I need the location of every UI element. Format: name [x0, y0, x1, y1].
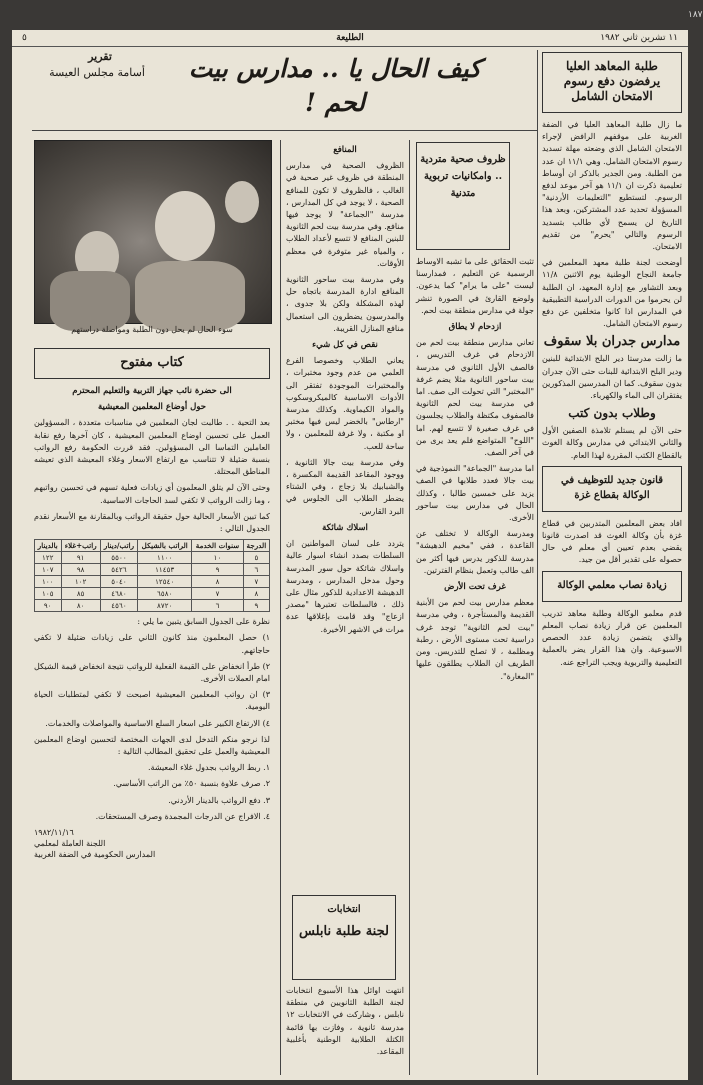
paper-name: الطليعة — [336, 33, 364, 43]
column-rule — [537, 50, 538, 1075]
middle-column — [416, 256, 534, 1076]
table-header-cell: الراتب بالشيكل — [138, 540, 192, 552]
quota-text: قدم معلمو الوكالة وطلبة معاهد تدريب المعلمين عن قرار زيادة نصاب المعلم والذي يتضمن زيادة عدد الحصص الاسبوعية. وان هذا القرار يضر بالعملية التعليمية والتربوية ويجب التراجع عنه. — [542, 608, 682, 667]
table-row — [35, 600, 270, 612]
elections-text: انتهت اوائل هذا الأسبوع انتخابات لجنة الطلبة الثانويين في منطقة نابلس ، وشاركت في الانتخابات ١٢ مدرسة ثانوية ، وفازت بها قائمة الكتلة الطلابية الوطنية بأغلبية المقاعد. — [286, 986, 404, 1057]
letter-addressee: الى حضرة نائب جهاز التربية والتعليم المحترم — [72, 386, 232, 396]
employment-headline: قانون جديد للتوظيف في الوكالة بقطاع غزة — [560, 474, 663, 501]
table-header-cell: سنوات الخدمة — [192, 540, 243, 552]
table-cell: ٨٠ — [61, 600, 100, 612]
table-header-cell: الدرجة — [243, 540, 269, 552]
demand-item: ٤. الافراج عن الدرجات المجمدة وصرف المستحقات. — [95, 811, 270, 821]
right-headline-box — [542, 52, 682, 113]
institutes-text-2: أوضحت لجنة طلبة معهد المعلمين في جامعة النجاح الوطنية يوم الاثنين ١١/٨ وبعد التشاور مع إدارة المعهد، ان الطلبة لن يحرموا من الدورات الدراسية التطبيقية في المدارس اذا كانوا متخلفين عن دفع رسوم الامتحان الشامل. — [542, 258, 682, 329]
table-cell: ١٠٠ — [35, 576, 62, 588]
mid-text-1: تثبت الحقائق على ما تشبه الاوساط الرسمية عن التعليم ، فمدارسنا ليست "على ما يرام" كما يدعون. ولوضع القارئ في الصورة تنشر جولة في مدارس منطقة بيت لحم. — [416, 257, 534, 315]
institutes-text-1: ما زال طلبة المعاهد العليا في الضفة الغربية على موقفهم الرافض لإجراء الامتحان الشامل الذي وضعته مهلة تسديد رسوم الامتحان الشامل. وهي ١١/١ ان عدد من الطلبة. ومن الجدير بالذكر ان أوساط تعليمية ذكرت ان ١١/١ هو آخر موعد لدفع الرسوم. لتستطيع "التعليمات الأردنية" المسؤولة تحديد عدد المشتركين، وبعد هذا التاريخ لن يسمح لأي طالب بتسديد الرسوم والتالي "يحرم" من تقديم الامتحان. — [542, 120, 683, 252]
salary-table — [34, 539, 270, 612]
table-cell: ٦ — [192, 600, 243, 612]
page-number: ٥ — [22, 33, 27, 43]
author-byline: أسامة مجلس العيسة — [49, 66, 145, 79]
observation-item: ١) حصل المعلمون منذ كانون الثاني على زيادات ضئيلة لا تكفي حاجاتهم. — [34, 633, 270, 655]
letter-title: كتاب مفتوح — [120, 355, 184, 370]
table-header-cell: راتب/دينار — [100, 540, 137, 552]
table-cell: ٨٥ — [61, 588, 100, 600]
walls-headline: مدارس جدران بلا سقوف — [543, 334, 681, 350]
mid-text-4: ومدرسة الوكالة لا تختلف عن القاعدة ، ففي "مخيم الدهيشة" مدرسة للذكور يدرس فيها أكثر من الف طالب وتعمل بنظام الفترتين. — [416, 529, 534, 575]
table-cell: ١٢٢ — [35, 552, 62, 564]
demand-item: ٢. صرف علاوة بنسبة ٥٠٪ من الراتب الأساسي. — [113, 779, 270, 789]
institutes-headline: طلبة المعاهد العليا يرفضون دفع رسوم الامتحان الشامل — [563, 59, 661, 103]
table-cell: ١٠٢ — [61, 576, 100, 588]
column-rule — [409, 140, 410, 1075]
letter-text-2: وحتى الآن لم يتلق المعلمون أي زيادات فعلية تسهم في تحسين رواتبهم ، وما زالت الرواتب لا تكفي لسد الحاجات الاساسية. — [34, 483, 270, 505]
table-cell: ١١٠٠ — [138, 552, 192, 564]
table-header-row — [35, 540, 270, 552]
observation-item: ٣) ان رواتب المعلمين المعيشية اصبحت لا تكفي لمتطلبات الحياة اليومية. — [34, 690, 270, 712]
photo-caption: سوء الحال لم يحل دون الطلبة ومواصلة دراستهم — [71, 325, 233, 334]
table-cell: ٩ — [192, 564, 243, 576]
mid-text-2: تعاني مدارس منطقة بيت لحم من الازدحام في غرف التدريس ، فالصف الأول الثانوي في مدرسة بيت ساحور الثانوية مثلا يضم غرفة "المختبر" التي تحولت الى صف. اما في مدرسة بيت لحم الثانوية فالصفوف مكتظة والطلاب يجلسون في غرف صغيرة لا تتسع لهم. اما "اللوح" المتواضع فلم يعد يرى من في آخر الصف. — [416, 338, 534, 458]
barbed-wire-subhead: اسلاك شائكة — [322, 522, 368, 533]
letter-text-1: بعد التحية . . طالبت لجان المعلمين في مناسبات متعددة ، المسؤولين العمل على تحسين اوضاع المعلمين المعيشية ، كان آخرها رفع نقابة العاملين التماسا الى المسؤولين. فقد قررت الحكومة رفع الرواتب بنسبة ضئيلة لا تتناسب مع ارتفاع الاسعار وغلاء المعيشة الذي تعيشه المناطق المحتلة. — [34, 418, 270, 477]
issue-date: ١١ تشرين ثاني ١٩٨٢ — [600, 33, 678, 43]
report-kicker: تقرير — [88, 50, 112, 63]
mid-text-3: اما مدرسة "الجماعة" النموذجية في بيت جالا فعدد طلابها في الصف يزيد على خمسين طالبا ، وكذلك الحال في مدارس بيت ساحور الأخرى. — [416, 464, 534, 523]
center-text-2: وفي مدرسة بيت ساحور الثانوية المنافع ادارة المدرسة باتجاه حل لهذه المشكلة ولكن بلا جدوى ، والمدرسون يضطرون الى استعمال منافع المنازل القريبة. — [286, 275, 404, 333]
signature-line-2: المدارس الحكومية في الضفة الغربية — [34, 850, 156, 860]
letter-date: ١٩٨٢/١١/١٦ — [34, 828, 74, 838]
table-cell: ٧ — [192, 588, 243, 600]
employment-headline-box — [542, 466, 682, 512]
open-letter — [34, 346, 270, 1075]
table-cell: ٨ — [243, 588, 269, 600]
column-rule — [280, 140, 281, 1075]
mid-text-5: معظم مدارس بيت لحم من الأبنية القديمة والمستأجرة ، وفي مدرسة "بيت لحم الثانوية" توجد غرف دراسية تحت مستوى الأرض ، رطبة ومظلمة ، لا تصلح للتدريس. ومن الطريف ان الطلاب يطلقون عليها "المغارة". — [416, 598, 534, 681]
table-cell: ٤٥٦٠ — [100, 600, 137, 612]
walls-text: ما زالت مدرستا دير البلح الابتدائية للبنين ودير البلح الابتدائية للبنات حتى الآن جدران بدون سقوف. كما ان المدرسين المذكورين يفتقران الى الماء والكهرباء. — [542, 354, 682, 401]
table-cell: ١٠ — [192, 552, 243, 564]
observation-item: ٢) طرأ انخفاض على القيمة الفعلية للرواتب نتيجة انخفاض قيمة الشيكل امام العملات الأخرى. — [34, 661, 270, 684]
shortage-subhead: نقص في كل شيء — [312, 340, 378, 351]
center-column — [286, 140, 404, 885]
table-cell: ٩٨ — [61, 564, 100, 576]
table-cell: ٥٥٠٠ — [100, 552, 137, 564]
table-cell: ٦٥٨٠ — [138, 588, 192, 600]
table-cell: ١٠٥ — [35, 588, 62, 600]
crowding-subhead: ازدحام لا يطاق — [448, 322, 502, 333]
table-cell: ٥ — [243, 552, 269, 564]
table-cell: ٩١ — [61, 552, 100, 564]
underground-subhead: غرف تحت الأرض — [444, 582, 506, 593]
letter-signature — [34, 827, 270, 860]
table-cell: ٦ — [243, 564, 269, 576]
signature-line-1: اللجنة العاملة لمعلمي — [34, 839, 106, 849]
classroom-photo — [34, 140, 272, 324]
table-cell: ١١٤٥٣ — [138, 564, 192, 576]
observation-item: ٤) الارتفاع الكبير على اسعار السلع الاساسية والمواصلات والخدمات. — [45, 718, 270, 728]
center-text-3: يعاني الطلاب وخصوصا الفرع العلمي من عدم وجود مختبرات ، والمختبرات الموجودة تفتقر الى الأدوات الاساسية كالميكروسكوب والمواد الكيماوية. وكذلك مدرسة "ارطاس" بالخضر ليس فيها مختبر او مكتبة ، ولا غرفة للمعلمين ، ولا ساحة للعب. — [286, 356, 404, 451]
right-column — [542, 50, 682, 1075]
table-header-cell: راتب+غلاء — [61, 540, 100, 552]
table-cell: ٨ — [192, 576, 243, 588]
table-cell: ٨٧٢٠ — [138, 600, 192, 612]
table-row — [35, 564, 270, 576]
letter-text-4: نظرة على الجدول السابق يتبين ما يلي : — [137, 617, 270, 627]
table-cell: ٩٠ — [35, 600, 62, 612]
letter-title-box — [34, 348, 270, 379]
quota-headline: زيادة نصاب معلمي الوكالة — [557, 579, 667, 591]
headline-rule — [32, 130, 537, 131]
letter-text-3: كما تبين الأسعار الحالية حول حقيقة الرواتب وبالمقارنة مع الأسعار نقدم الجدول التالي : — [34, 511, 270, 534]
quota-headline-box — [542, 571, 682, 602]
books-text: حتى الآن لم يستلم تلامذة الصفين الأول والثاني الابتدائي في مدارس وكالة الغوث بالقطاع الكتب المقررة لهذا العام. — [542, 426, 682, 460]
table-row — [35, 552, 270, 564]
newspaper-page — [12, 30, 688, 1080]
books-headline: وطلاب بدون كتب — [568, 406, 656, 421]
elections-title: انتخابات — [327, 904, 361, 915]
demands-list — [34, 762, 270, 823]
center-text-4: وفي مدرسة بيت جالا الثانوية ، ووجود المقاعد القديمة المكسرة ، والشبابيك بلا زجاج ، وفي الشتاء يضطر الطلاب الى الجلوس في البرد القارس. — [286, 457, 404, 516]
masthead — [12, 30, 688, 47]
employment-text: افاد بعض المعلمين المتدربين في قطاع غزة بأن وكالة الغوث قد اصدرت قانونا يقضي بعدم تعيين أي معلم في حال حصوله على تقدير أقل من جيد. — [542, 518, 682, 565]
letter-subject: حول أوضاع المعلمين المعيشية — [97, 402, 206, 413]
observation-list — [34, 632, 270, 729]
demand-item: ٣. دفع الرواتب بالدينار الأردني. — [168, 795, 270, 805]
table-header-cell: بالدينار — [35, 540, 62, 552]
center-text-1: الظروف الصحية في مدارس المنطقة في ظروف غير صحية في الغالب ، فالظروف لا تكون للمنافع الصحية ، لا يوجد في كل المدارس ، مدرسة "الجماعة" لا يوجد فيها منافع. وفي مدرسة بيت لحم الثانوية للبنين المنافع لا تتسع لأعداد الطلاب ، والمياه غير متوفرة في معظم الأوقات. — [286, 161, 404, 268]
elections-box — [292, 895, 396, 980]
subheadline-box: ظروف صحية متردية .. وامكانيات تربوية متدنية — [416, 142, 510, 250]
table-cell: ٥٠٤٠ — [100, 576, 137, 588]
table-cell: ١٠٧ — [35, 564, 62, 576]
table-cell: ٥٤٢٦ — [100, 564, 137, 576]
table-cell: ١٢٥٤٠ — [138, 576, 192, 588]
table-row — [35, 588, 270, 600]
table-row — [35, 576, 270, 588]
table-cell: ٤٦٨٠ — [100, 588, 137, 600]
demand-item: ١. ربط الرواتب بجدول غلاء المعيشة. — [148, 763, 270, 773]
table-cell: ٧ — [243, 576, 269, 588]
center-text-5: يتردد على لسان المواطنين ان السلطات بصدد انشاء اسوار عالية واسلاك شائكة حول سور المدرسة وحول مدخل المدارس ، ومدرسة الدهيشة الاعدادية للذكور مثال على ذلك ، فالسلطات تعتبرها "مصدر ازعاج" وقد قامت بإغلاقها عدة مرات في الاشهر الأخيرة. — [286, 539, 404, 634]
table-cell: ٩ — [243, 600, 269, 612]
elections-subtitle: لجنة طلبة نابلس — [299, 924, 389, 939]
edge-number: ١٨٧ — [688, 10, 703, 20]
letter-text-5: لذا نرجو منكم التدخل لدى الجهات المختصة لتحسين اوضاع المعلمين المعيشية والعمل على تحقيق المطالب التالية : — [34, 734, 270, 757]
main-headline: كيف الحال يا .. مدارس بيت لحم ! — [188, 54, 482, 117]
facilities-subhead: المنافع — [333, 145, 357, 155]
